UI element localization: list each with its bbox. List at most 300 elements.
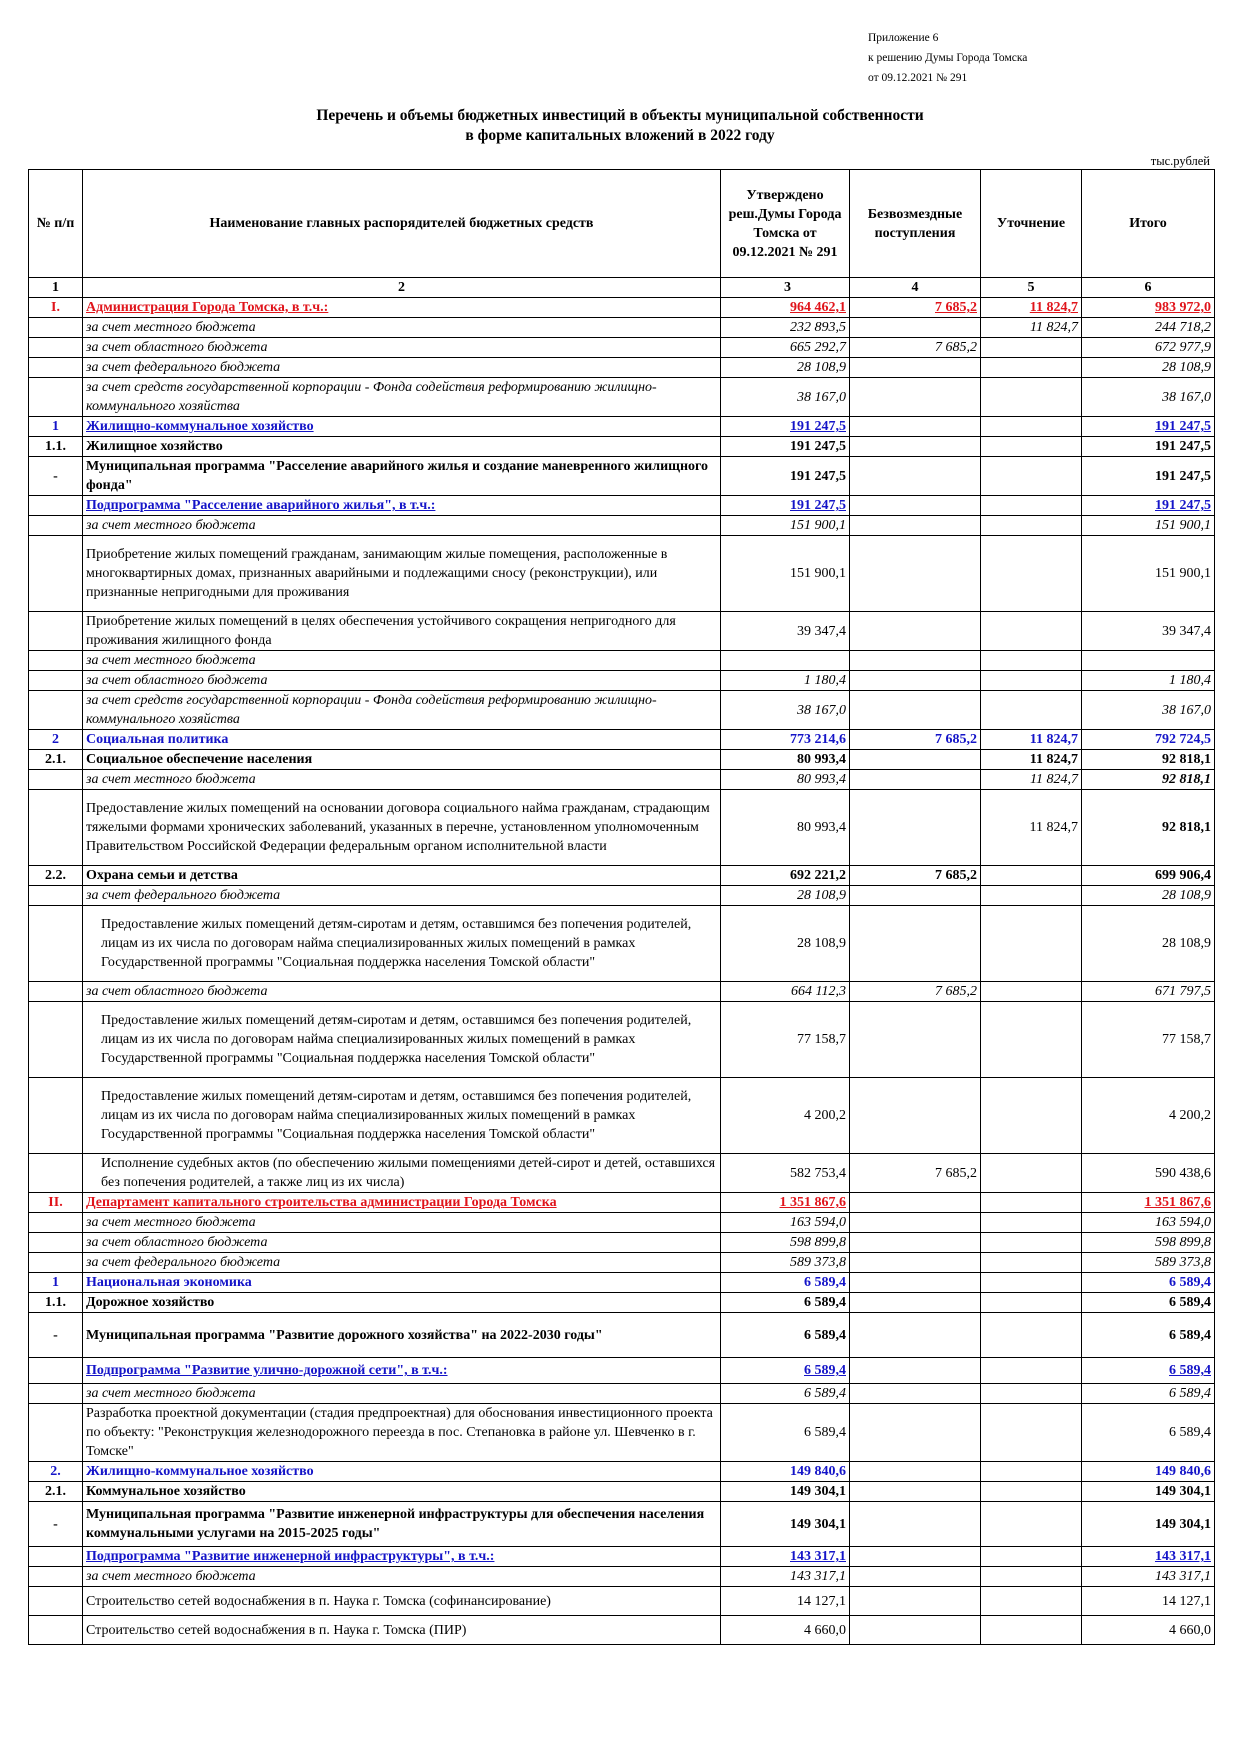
cell-approved — [721, 516, 850, 536]
cell-total-text: 38 167,0 — [1162, 702, 1211, 718]
row-number — [29, 516, 83, 536]
row-name-text: за счет местного бюджета — [86, 518, 256, 533]
cell-adjustment — [981, 1313, 1082, 1358]
cell-adjustment — [981, 358, 1082, 378]
table-row — [29, 1213, 1215, 1233]
cell-approved — [721, 691, 850, 730]
cell-total — [1082, 982, 1215, 1002]
cell-adjustment — [981, 1358, 1082, 1384]
row-name — [83, 691, 721, 730]
cell-total-text: 699 906,4 — [1155, 868, 1211, 883]
cell-total-text: 6 589,4 — [1169, 1327, 1211, 1343]
row-name — [83, 730, 721, 750]
cell-adjustment — [981, 1482, 1082, 1502]
cell-grants — [850, 358, 981, 378]
cell-approved — [721, 457, 850, 496]
row-number — [29, 1213, 83, 1233]
table-row — [29, 417, 1215, 437]
cell-grants — [850, 1253, 981, 1273]
cell-grants — [850, 1462, 981, 1482]
cell-grants — [850, 457, 981, 496]
row-number — [29, 536, 83, 612]
header-approved: Утверждено реш.Думы Города Томска от 09.12.2021 № 291 — [721, 170, 850, 278]
cell-total — [1082, 750, 1215, 770]
cell-adjustment — [981, 790, 1082, 866]
table-row — [29, 866, 1215, 886]
row-name — [83, 1193, 721, 1213]
row-number — [29, 318, 83, 338]
cell-total-text: 6 589,4 — [1169, 1425, 1211, 1440]
cell-grants — [850, 417, 981, 437]
cell-total — [1082, 1273, 1215, 1293]
row-name — [83, 1616, 721, 1645]
row-number — [29, 338, 83, 358]
cell-grants — [850, 516, 981, 536]
cell-grants — [850, 1384, 981, 1404]
cell-grants — [850, 866, 981, 886]
cell-approved — [721, 671, 850, 691]
cell-approved — [721, 298, 850, 318]
table-row — [29, 1482, 1215, 1502]
table-row — [29, 1567, 1215, 1587]
row-number — [29, 358, 83, 378]
row-number — [29, 1404, 83, 1462]
row-name-text: Предоставление жилых помещений на основании договора социального найма гражданам, страдающим тяжелыми формами хронических заболеваний, указанных в перечне, установленном уполномоченным Правительством Российской Федерации федеральным органом исполнительной власти — [86, 801, 710, 854]
cell-adjustment — [981, 1273, 1082, 1293]
row-name-text: Предоставление жилых помещений детям-сиротам и детям, оставшимся без попечения родителей, лицам из их числа по договорам найма специализированных жилых помещений в рамках Государственной программы "Социальная поддержка населения Томской области" — [101, 917, 692, 970]
cell-total-text: 38 167,0 — [1162, 389, 1211, 405]
row-name-text: Жилищно-коммунальное хозяйство — [86, 419, 314, 434]
table-row — [29, 298, 1215, 318]
row-name — [83, 1273, 721, 1293]
row-name-text: за счет местного бюджета — [86, 653, 256, 668]
row-number — [29, 457, 83, 496]
row-name — [83, 437, 721, 457]
title-line: Перечень и объемы бюджетных инвестиций в объекты муниципальной собственности — [316, 107, 924, 124]
column-index: 2 — [83, 278, 721, 298]
cell-approved-text: 6 589,4 — [804, 1363, 846, 1378]
table-row — [29, 1233, 1215, 1253]
row-name — [83, 536, 721, 612]
cell-adjustment — [981, 1587, 1082, 1616]
cell-total — [1082, 358, 1215, 378]
cell-adjustment — [981, 906, 1082, 982]
cell-total — [1082, 1547, 1215, 1567]
row-name-text: Исполнение судебных актов (по обеспечению жилыми помещениями детей-сирот и детей, оставшихся без попечения родителей, а также лиц из их числа) — [101, 1156, 716, 1190]
row-number-text: 2 — [52, 732, 59, 747]
cell-approved-text: 191 247,5 — [790, 468, 846, 484]
row-name-text: за счет местного бюджета — [86, 320, 256, 335]
cell-total — [1082, 1502, 1215, 1547]
table-row — [29, 1078, 1215, 1154]
cell-total — [1082, 1293, 1215, 1313]
cell-approved — [721, 1313, 850, 1358]
cell-grants-text: 7 685,2 — [935, 1165, 977, 1181]
header-total: Итого — [1082, 170, 1215, 278]
table-row — [29, 1002, 1215, 1078]
row-name — [83, 1404, 721, 1462]
row-number — [29, 886, 83, 906]
table-row — [29, 770, 1215, 790]
table-row — [29, 378, 1215, 417]
cell-approved — [721, 1253, 850, 1273]
cell-adjustment — [981, 318, 1082, 338]
table-row — [29, 691, 1215, 730]
row-name — [83, 417, 721, 437]
cell-total — [1082, 417, 1215, 437]
row-name-text: Приобретение жилых помещений в целях обеспечения устойчивого сокращения непригодного для проживания жилищного фонда — [86, 614, 676, 648]
cell-total — [1082, 866, 1215, 886]
cell-total — [1082, 1193, 1215, 1213]
row-name-text: Национальная экономика — [86, 1275, 252, 1290]
cell-approved — [721, 770, 850, 790]
cell-total — [1082, 1616, 1215, 1645]
cell-approved — [721, 1462, 850, 1482]
cell-total-text: 149 304,1 — [1155, 1516, 1211, 1532]
row-number-text: 1.1. — [45, 1295, 66, 1310]
cell-total-text: 143 317,1 — [1155, 1549, 1211, 1564]
cell-approved — [721, 338, 850, 358]
row-name — [83, 457, 721, 496]
cell-total-text: 191 247,5 — [1155, 498, 1211, 513]
row-name — [83, 1154, 721, 1193]
row-name-text: Охрана семьи и детства — [86, 868, 238, 883]
row-name — [83, 1253, 721, 1273]
cell-adjustment — [981, 691, 1082, 730]
cell-approved — [721, 1567, 850, 1587]
cell-grants — [850, 982, 981, 1002]
cell-grants — [850, 730, 981, 750]
cell-total-text: 191 247,5 — [1155, 419, 1211, 434]
cell-adjustment — [981, 1404, 1082, 1462]
row-number — [29, 1313, 83, 1358]
row-name-text: Администрация Города Томска, в т.ч.: — [86, 300, 329, 315]
cell-approved — [721, 1587, 850, 1616]
row-number — [29, 1154, 83, 1193]
cell-approved-text: 598 899,8 — [790, 1235, 846, 1250]
cell-total-text: 149 304,1 — [1155, 1484, 1211, 1499]
cell-approved-text: 38 167,0 — [797, 702, 846, 718]
cell-approved-text: 6 589,4 — [804, 1425, 846, 1440]
cell-adjustment — [981, 612, 1082, 651]
cell-approved — [721, 1404, 850, 1462]
row-name — [83, 1547, 721, 1567]
row-name-text: Подпрограмма "Развитие инженерной инфраструктуры", в т.ч.: — [86, 1549, 495, 1564]
table-row — [29, 358, 1215, 378]
cell-total — [1082, 298, 1215, 318]
cell-total-text: 1 351 867,6 — [1144, 1195, 1211, 1210]
row-number — [29, 1253, 83, 1273]
cell-total — [1082, 1587, 1215, 1616]
cell-total — [1082, 437, 1215, 457]
cell-adjustment — [981, 1253, 1082, 1273]
column-index: 6 — [1082, 278, 1215, 298]
cell-adjustment — [981, 671, 1082, 691]
cell-total-text: 6 589,4 — [1169, 1363, 1211, 1378]
row-name-text: Департамент капитального строительства администрации Города Томска — [86, 1195, 557, 1210]
row-number — [29, 691, 83, 730]
row-number — [29, 417, 83, 437]
row-name — [83, 1213, 721, 1233]
cell-approved — [721, 866, 850, 886]
cell-approved — [721, 1002, 850, 1078]
cell-total — [1082, 1002, 1215, 1078]
row-name-text: Социальное обеспечение населения — [86, 752, 313, 767]
cell-adjustment — [981, 1547, 1082, 1567]
cell-approved — [721, 437, 850, 457]
cell-total-text: 1 180,4 — [1169, 673, 1211, 688]
row-name-text: Подпрограмма "Развитие улично-дорожной сети", в т.ч.: — [86, 1363, 448, 1378]
cell-approved-text: 80 993,4 — [797, 752, 846, 767]
cell-approved-text: 39 347,4 — [797, 623, 846, 639]
cell-approved — [721, 358, 850, 378]
table-row — [29, 1384, 1215, 1404]
row-number — [29, 790, 83, 866]
cell-approved — [721, 1482, 850, 1502]
cell-adjustment — [981, 730, 1082, 750]
cell-grants — [850, 1273, 981, 1293]
cell-adjustment — [981, 1002, 1082, 1078]
row-number — [29, 1078, 83, 1154]
row-name — [83, 671, 721, 691]
cell-adjustment — [981, 496, 1082, 516]
cell-approved-text: 6 589,4 — [804, 1327, 846, 1343]
cell-approved-text: 665 292,7 — [790, 340, 846, 355]
cell-total-text: 6 589,4 — [1169, 1295, 1211, 1310]
row-name-text: Предоставление жилых помещений детям-сиротам и детям, оставшимся без попечения родителей, лицам из их числа по договорам найма специализированных жилых помещений в рамках Государственной программы "Социальная поддержка населения Томской области" — [101, 1089, 692, 1142]
cell-approved-text: 4 200,2 — [804, 1108, 846, 1123]
cell-total-text: 4 200,2 — [1169, 1108, 1211, 1123]
cell-total-text: 244 718,2 — [1155, 320, 1211, 335]
appendix-line: Приложение 6 — [868, 32, 939, 44]
appendix-line: к решению Думы Города Томска — [868, 52, 1028, 64]
row-name — [83, 378, 721, 417]
cell-approved — [721, 417, 850, 437]
table-row — [29, 1404, 1215, 1462]
row-name — [83, 358, 721, 378]
row-number-text: - — [53, 1516, 58, 1532]
cell-adjustment — [981, 770, 1082, 790]
row-name-text: за счет местного бюджета — [86, 1386, 256, 1401]
cell-total-text: 39 347,4 — [1162, 623, 1211, 639]
table-row — [29, 338, 1215, 358]
cell-approved-text: 4 660,0 — [804, 1622, 846, 1638]
row-number — [29, 671, 83, 691]
cell-total-text: 792 724,5 — [1155, 732, 1211, 747]
cell-total-text: 151 900,1 — [1155, 566, 1211, 581]
cell-grants — [850, 750, 981, 770]
cell-adjustment-text: 11 824,7 — [1029, 820, 1078, 835]
table-row — [29, 536, 1215, 612]
cell-grants — [850, 298, 981, 318]
cell-adjustment — [981, 437, 1082, 457]
table-row — [29, 437, 1215, 457]
cell-total — [1082, 651, 1215, 671]
cell-adjustment — [981, 866, 1082, 886]
cell-total — [1082, 1078, 1215, 1154]
cell-total — [1082, 1313, 1215, 1358]
cell-total-text: 151 900,1 — [1155, 518, 1211, 533]
cell-approved-text: 773 214,6 — [790, 732, 846, 747]
cell-approved-text: 143 317,1 — [790, 1549, 846, 1564]
row-name — [83, 1587, 721, 1616]
cell-adjustment-text: 11 824,7 — [1029, 752, 1078, 767]
table-row — [29, 1547, 1215, 1567]
cell-total — [1082, 790, 1215, 866]
cell-adjustment-text: 11 824,7 — [1030, 320, 1078, 335]
cell-adjustment — [981, 536, 1082, 612]
table-row — [29, 906, 1215, 982]
cell-grants-text: 7 685,2 — [935, 984, 977, 999]
cell-approved-text: 232 893,5 — [790, 320, 846, 335]
row-name — [83, 651, 721, 671]
cell-adjustment — [981, 982, 1082, 1002]
row-name — [83, 612, 721, 651]
cell-approved — [721, 1273, 850, 1293]
row-name — [83, 1567, 721, 1587]
header-grants: Безвозмездные поступления — [850, 170, 981, 278]
row-number — [29, 770, 83, 790]
row-name-text: за счет областного бюджета — [86, 1235, 268, 1250]
cell-approved — [721, 318, 850, 338]
cell-approved-text: 80 993,4 — [797, 772, 846, 787]
row-name-text: Строительство сетей водоснабжения в п. Наука г. Томска (софинансирование) — [86, 1593, 551, 1609]
cell-adjustment — [981, 750, 1082, 770]
cell-total — [1082, 496, 1215, 516]
cell-grants — [850, 691, 981, 730]
cell-grants — [850, 378, 981, 417]
cell-approved — [721, 1616, 850, 1645]
cell-grants — [850, 906, 981, 982]
table-row — [29, 496, 1215, 516]
investment-table — [28, 169, 1215, 1645]
cell-total — [1082, 1462, 1215, 1482]
cell-approved-text: 38 167,0 — [797, 389, 846, 405]
table-row — [29, 671, 1215, 691]
table-row — [29, 1154, 1215, 1193]
cell-approved-text: 6 589,4 — [804, 1275, 846, 1290]
cell-adjustment — [981, 1384, 1082, 1404]
cell-total-text: 191 247,5 — [1155, 468, 1211, 484]
cell-grants — [850, 437, 981, 457]
cell-grants — [850, 1587, 981, 1616]
cell-total-text: 590 438,6 — [1155, 1165, 1211, 1181]
row-name — [83, 298, 721, 318]
table-row — [29, 1293, 1215, 1313]
cell-adjustment-text: 11 824,7 — [1030, 772, 1078, 787]
cell-grants-text: 7 685,2 — [935, 300, 977, 315]
cell-grants — [850, 496, 981, 516]
row-name — [83, 1293, 721, 1313]
row-number — [29, 1502, 83, 1547]
row-name-text: Подпрограмма "Расселение аварийного жилья", в т.ч.: — [86, 498, 436, 513]
row-number-text: 1 — [52, 1275, 59, 1290]
cell-grants — [850, 671, 981, 691]
row-name — [83, 496, 721, 516]
row-name-text: за счет федерального бюджета — [86, 888, 281, 903]
cell-total — [1082, 1404, 1215, 1462]
row-number — [29, 437, 83, 457]
table-body — [29, 298, 1215, 1645]
row-name-text: за счет средств государственной корпорации - Фонда содействия реформированию жилищно-коммунального хозяйства — [86, 380, 657, 414]
row-name-text: Коммунальное хозяйство — [86, 1484, 246, 1499]
cell-grants — [850, 790, 981, 866]
cell-approved — [721, 536, 850, 612]
cell-total — [1082, 1482, 1215, 1502]
cell-adjustment — [981, 1462, 1082, 1482]
cell-approved — [721, 1547, 850, 1567]
row-number-text: - — [53, 468, 58, 484]
row-number — [29, 1193, 83, 1213]
cell-adjustment — [981, 457, 1082, 496]
row-name-text: Социальная политика — [86, 732, 229, 747]
table-row — [29, 1253, 1215, 1273]
cell-total — [1082, 1567, 1215, 1587]
cell-approved — [721, 1154, 850, 1193]
table-row — [29, 1273, 1215, 1293]
cell-total-text: 143 317,1 — [1155, 1569, 1211, 1584]
row-name — [83, 750, 721, 770]
row-number-text: - — [53, 1327, 58, 1343]
row-name-text: Строительство сетей водоснабжения в п. Наука г. Томска (ПИР) — [86, 1622, 467, 1638]
cell-approved-text: 28 108,9 — [797, 936, 846, 951]
row-number — [29, 982, 83, 1002]
cell-approved-text: 6 589,4 — [804, 1295, 846, 1310]
row-name-text: за счет областного бюджета — [86, 984, 268, 999]
row-name — [83, 770, 721, 790]
cell-adjustment — [981, 417, 1082, 437]
row-name-text: Приобретение жилых помещений гражданам, занимающим жилые помещения, расположенные в многоквартирных домах, признанных аварийными и подлежащими сносу (реконструкции), или признанные непригодными для проживания — [86, 547, 668, 600]
cell-grants — [850, 1502, 981, 1547]
cell-approved — [721, 730, 850, 750]
cell-total — [1082, 770, 1215, 790]
cell-total-text: 149 840,6 — [1155, 1464, 1211, 1479]
cell-adjustment — [981, 1193, 1082, 1213]
cell-adjustment — [981, 651, 1082, 671]
row-number — [29, 1233, 83, 1253]
row-name — [83, 318, 721, 338]
cell-total — [1082, 1154, 1215, 1193]
cell-total — [1082, 536, 1215, 612]
cell-adjustment — [981, 1293, 1082, 1313]
appendix-note — [868, 28, 1027, 88]
cell-total-text: 92 818,1 — [1162, 820, 1211, 835]
row-number — [29, 298, 83, 318]
cell-approved — [721, 750, 850, 770]
cell-approved-text: 80 993,4 — [797, 820, 846, 835]
cell-total — [1082, 906, 1215, 982]
cell-grants — [850, 1193, 981, 1213]
row-name — [83, 1482, 721, 1502]
cell-approved-text: 191 247,5 — [790, 498, 846, 513]
cell-adjustment — [981, 378, 1082, 417]
table-row — [29, 1193, 1215, 1213]
cell-total-text: 6 589,4 — [1169, 1275, 1211, 1290]
cell-approved-text: 1 180,4 — [804, 673, 846, 688]
cell-total-text: 589 373,8 — [1155, 1255, 1211, 1270]
row-number — [29, 1547, 83, 1567]
row-name-text: Муниципальная программа "Развитие дорожного хозяйства" на 2022-2030 годы" — [86, 1327, 603, 1343]
cell-grants — [850, 651, 981, 671]
cell-adjustment — [981, 1233, 1082, 1253]
cell-total — [1082, 1384, 1215, 1404]
cell-grants — [850, 338, 981, 358]
document-title — [0, 106, 1240, 146]
row-number-text: 2. — [50, 1464, 61, 1479]
row-name-text: Жилищное хозяйство — [86, 439, 223, 454]
cell-approved-text: 149 304,1 — [790, 1516, 846, 1532]
table-row — [29, 1587, 1215, 1616]
